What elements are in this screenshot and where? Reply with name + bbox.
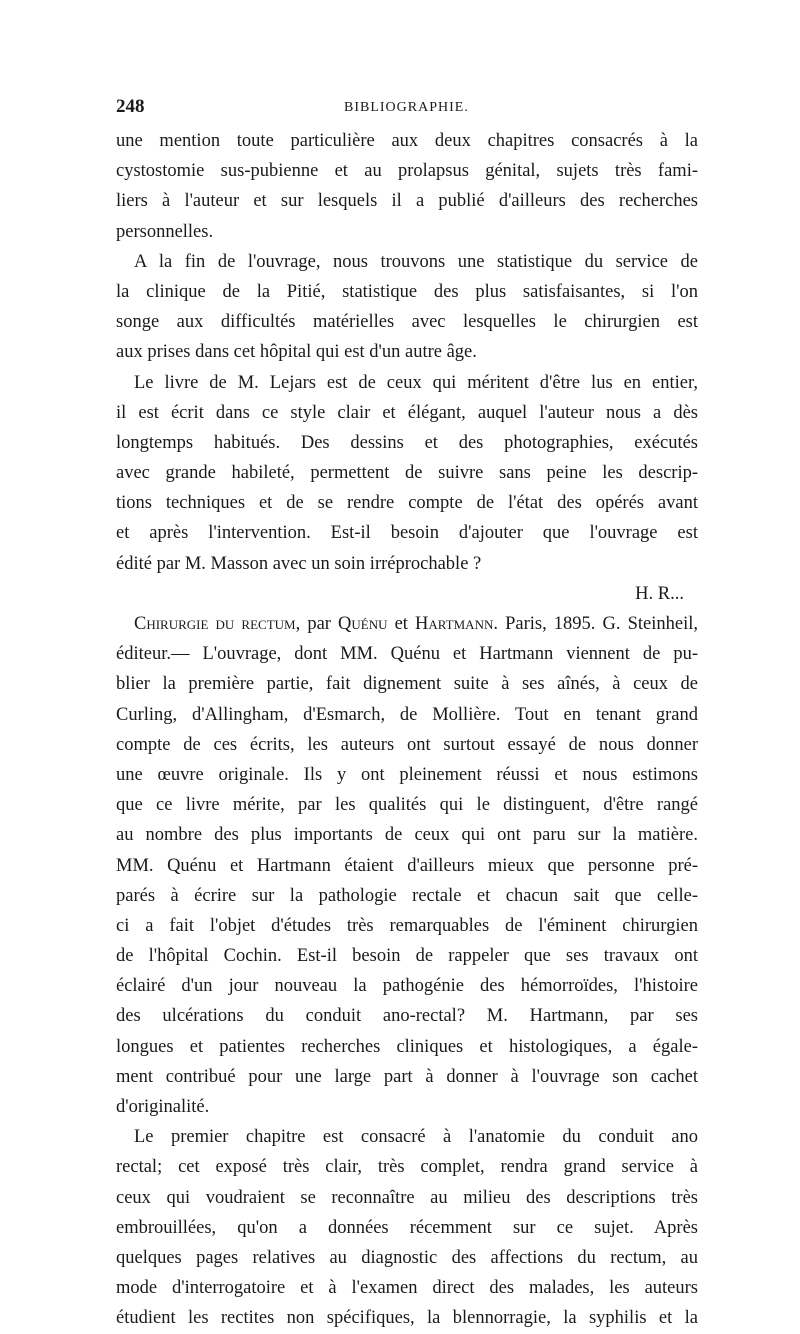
text-line: aux prises dans cet hôpital qui est d'un autre âge. (116, 342, 477, 363)
text-line: blier la première partie, fait dignement suite à ses aînés, à ceux de (116, 674, 698, 695)
text-line: des ulcérations du conduit ano-rectal? M. Hartmann, par ses (116, 1006, 698, 1027)
text-line: Le livre de M. Lejars est de ceux qui méritent d'être lus en entier, (134, 372, 698, 393)
text-line: au nombre des plus importants de ceux qui ont paru sur la matière. (116, 825, 698, 846)
paragraph-5 (116, 1122, 698, 1333)
text-fragment: et (387, 614, 416, 634)
text-line: éclairé d'un jour nouveau la pathogénie des hémorroïdes, l'histoire (116, 976, 698, 997)
text-line: compte de ces écrits, les auteurs ont surtout essayé de nous donner (116, 734, 698, 755)
text-line: il est écrit dans ce style clair et élégant, auquel l'auteur nous a dès (116, 402, 698, 423)
text-line: embrouillées, qu'on a données récemment sur ce sujet. Après (116, 1217, 698, 1238)
paragraph-2 (116, 247, 698, 368)
text-line: avec grande habileté, permettent de suivre sans peine les descrip- (116, 463, 698, 484)
text-line: éditeur.— L'ouvrage, dont MM. Quénu et Hartmann viennent de pu- (116, 644, 698, 665)
running-title: BIBLIOGRAPHIE. (344, 100, 469, 115)
text-line: songe aux difficultés matérielles avec lesquelles le chirurgien est (116, 312, 698, 333)
text-fragment: , par (295, 614, 339, 634)
book-page (116, 96, 698, 1334)
text-line: quelques pages relatives au diagnostic des affections du rectum, au (116, 1247, 698, 1268)
author-name: Hartmann (415, 614, 494, 634)
text-line: de l'hôpital Cochin. Est-il besoin de rappeler que ses travaux ont (116, 946, 698, 967)
paragraph-3 (116, 368, 698, 579)
author-name: Quénu (338, 614, 388, 634)
book-title: Chirurgie du rectum (134, 614, 296, 634)
text-line: mode d'interrogatoire et à l'examen direct des malades, les auteurs (116, 1278, 698, 1299)
text-line: ceux qui voudraient se reconnaître au milieu des descriptions très (116, 1187, 698, 1208)
text-line: une mention toute particulière aux deux chapitres consacrés à la (116, 131, 698, 151)
text-line: et après l'intervention. Est-il besoin d'ajouter que l'ouvrage est (116, 523, 698, 544)
text-line: une œuvre originale. Ils y ont pleinement réussi et nous estimons (116, 764, 698, 785)
text-line: cystostomie sus-pubienne et au prolapsus génital, sujets très fami- (116, 161, 698, 182)
running-head (116, 96, 698, 122)
book-entry-heading (116, 609, 698, 639)
text-line: ci a fait l'objet d'études très remarquables de l'éminent chirurgien (116, 915, 698, 936)
paragraph-1 (116, 126, 698, 247)
text-line: liers à l'auteur et sur lesquels il a publié d'ailleurs des recherches (116, 191, 698, 212)
review-signature: H. R... (635, 583, 684, 604)
text-line: tions techniques et de se rendre compte de l'état des opérés avant (116, 493, 698, 514)
paragraph-4 (116, 609, 698, 1122)
text-line: que ce livre mérite, par les qualités qui le distinguent, d'être rangé (116, 795, 698, 816)
text-line: rectal; cet exposé très clair, très complet, rendra grand service à (116, 1157, 698, 1178)
text-line: édité par M. Masson avec un soin irréprochable ? (116, 553, 482, 574)
text-line: d'originalité. (116, 1097, 210, 1117)
text-line: personnelles. (116, 221, 214, 242)
text-line: MM. Quénu et Hartmann étaient d'ailleurs mieux que personne pré- (116, 855, 698, 876)
text-line: étudient les rectites non spécifiques, la blennorragie, la syphilis et la (116, 1308, 698, 1329)
text-line: Le premier chapitre est consacré à l'anatomie du conduit ano (134, 1127, 698, 1148)
text-line: parés à écrire sur la pathologie rectale et chacun sait que celle- (116, 885, 698, 906)
publication-info: . Paris, 1895. G. Steinheil, (493, 614, 698, 634)
text-line: ment contribué pour une large part à donner à l'ouvrage son cachet (116, 1066, 698, 1087)
text-line: la clinique de la Pitié, statistique des plus satisfaisantes, si l'on (116, 281, 698, 302)
text-line: Curling, d'Allingham, d'Esmarch, de Mollière. Tout en tenant grand (116, 704, 698, 725)
text-line: longues et patientes recherches cliniques et histologiques, a égale- (116, 1036, 698, 1057)
page-number: 248 (116, 96, 145, 117)
text-line: longtemps habitués. Des dessins et des photographies, exécutés (116, 432, 698, 453)
text-line: A la fin de l'ouvrage, nous trouvons une statistique du service de (134, 251, 698, 272)
